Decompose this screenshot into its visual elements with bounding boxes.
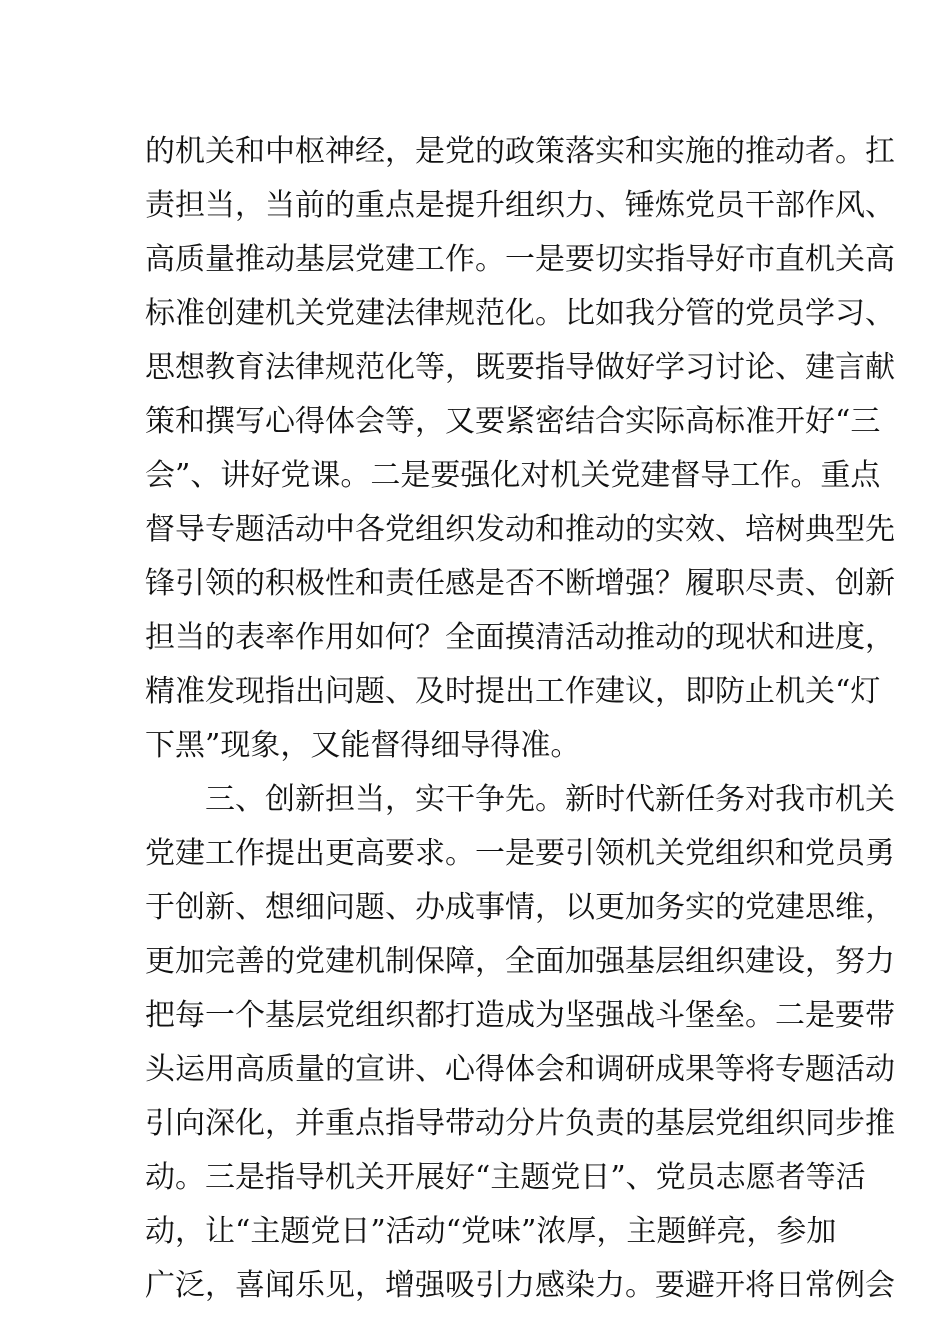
text-line-1: 的机关和中枢神经，是党的政策落实和实施的推动者。扛 — [145, 134, 895, 169]
text-line-22: 广泛，喜闻乐见，增强吸引力感染力。要避开将日常例会 — [145, 1268, 895, 1303]
text-line-14: 党建工作提出更高要求。一是要引领机关党组织和党员勇 — [145, 836, 895, 871]
text-line-17: 把每一个基层党组织都打造成为坚强战斗堡垒。二是要带 — [145, 998, 895, 1033]
text-line-3: 高质量推动基层党建工作。一是要切实指导好市直机关高 — [145, 242, 895, 277]
text-line-18: 头运用高质量的宣讲、心得体会和调研成果等将专题活动 — [145, 1052, 895, 1087]
text-line-20: 动。三是指导机关开展好“主题党日”、党员志愿者等活 — [145, 1160, 866, 1195]
text-line-21: 动，让“主题党日”活动“党味”浓厚，主题鲜亮，参加 — [145, 1214, 837, 1249]
text-line-7: 会”、讲好党课。二是要强化对机关党建督导工作。重点 — [145, 458, 881, 493]
text-line-5: 思想教育法律规范化等，既要指导做好学习讨论、建言献 — [145, 350, 895, 385]
text-line-19: 引向深化，并重点指导带动分片负责的基层党组织同步推 — [145, 1106, 895, 1141]
text-line-6: 策和撰写心得体会等，又要紧密结合实际高标准开好“三 — [145, 404, 881, 439]
text-line-10: 担当的表率作用如何？全面摸清活动推动的现状和进度， — [145, 620, 895, 655]
text-line-2: 责担当，当前的重点是提升组织力、锤炼党员干部作风、 — [145, 188, 895, 223]
text-line-4: 标准创建机关党建法律规范化。比如我分管的党员学习、 — [145, 296, 895, 331]
text-line-11: 精准发现指出问题、及时提出工作建议，即防止机关“灯 — [145, 674, 881, 709]
text-line-15: 于创新、想细问题、办成事情，以更加务实的党建思维， — [145, 890, 895, 925]
text-line-12: 下黑”现象，又能督得细导得准。 — [145, 728, 581, 763]
text-line-9: 锋引领的积极性和责任感是否不断增强？履职尽责、创新 — [145, 566, 895, 601]
text-line-16: 更加完善的党建机制保障，全面加强基层组织建设，努力 — [145, 944, 895, 979]
text-line-8: 督导专题活动中各党组织发动和推动的实效、培树典型先 — [145, 512, 895, 547]
section-heading-line: 三、创新担当，实干争先。新时代新任务对我市机关 — [205, 782, 895, 817]
